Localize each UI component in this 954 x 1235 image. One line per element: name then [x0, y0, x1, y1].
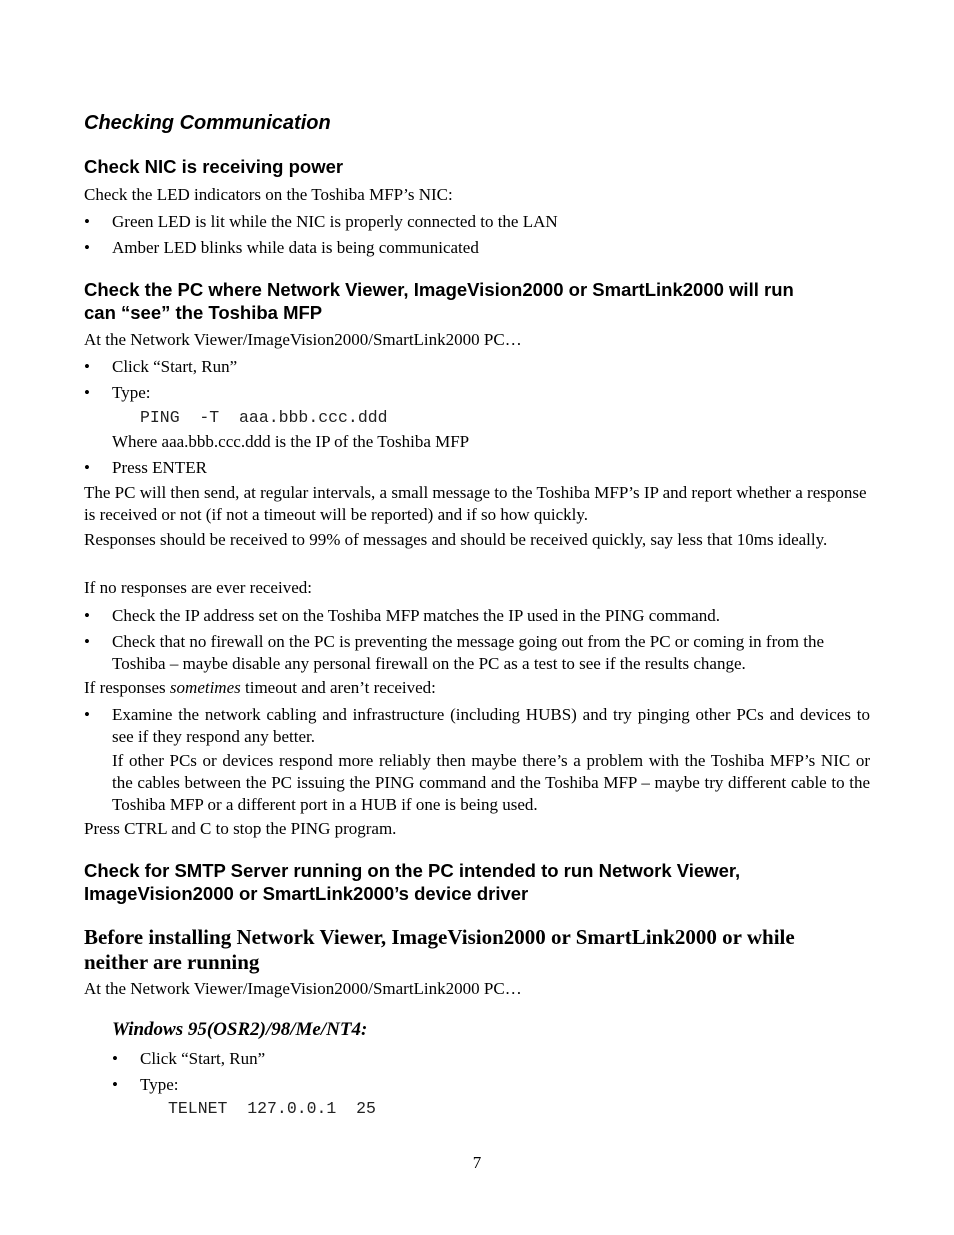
heading-smtp-line1: Check for SMTP Server running on the PC intended to run Network Viewer,	[84, 860, 741, 881]
heading-nic-power: Check NIC is receiving power	[84, 156, 344, 177]
bullet-marker: •	[84, 632, 90, 651]
bullet-check-ip: Check the IP address set on the Toshiba MFP matches the IP used in the PING command.	[112, 606, 721, 625]
bullet-press-enter: Press ENTER	[112, 458, 207, 477]
bullet-click-start-run: Click “Start, Run”	[112, 357, 238, 376]
bullet-click-start-run-2: Click “Start, Run”	[140, 1049, 266, 1068]
para-responses: Responses should be received to 99% of messages and should be received quickly, say less that 10ms ideally.	[84, 530, 828, 549]
page-number: 7	[472, 1153, 482, 1172]
bullet-type: Type:	[112, 383, 151, 402]
bullet-marker: •	[84, 705, 90, 724]
heading-before-install-line2: neither are running	[84, 950, 260, 974]
para-no-responses: If no responses are ever received:	[84, 578, 312, 597]
para-sometimes-em: sometimes	[169, 678, 241, 697]
before-install-intro: At the Network Viewer/ImageVision2000/SmartLink2000 PC…	[84, 979, 522, 998]
para-sometimes	[84, 677, 436, 699]
pc-intro: At the Network Viewer/ImageVision2000/SmartLink2000 PC…	[84, 330, 522, 349]
bullet-marker: •	[84, 238, 90, 257]
ping-where: Where aaa.bbb.ccc.ddd is the IP of the Toshiba MFP	[112, 432, 470, 451]
bullet-marker: •	[84, 383, 90, 402]
bullet-marker: •	[112, 1075, 118, 1094]
bullet-examine-cabling: Examine the network cabling and infrastructure (including HUBS) and try pinging other PCs and devices to see if they respond any better.	[112, 705, 870, 746]
para-sometimes-pre: If responses	[84, 678, 170, 697]
bullet-marker: •	[112, 1049, 118, 1068]
heading-smtp-line2: ImageVision2000 or SmartLink2000’s device driver	[84, 883, 529, 904]
heading-pc-see-line1: Check the PC where Network Viewer, ImageVision2000 or SmartLink2000 will run	[84, 279, 794, 300]
telnet-command: TELNET 127.0.0.1 25	[168, 1099, 376, 1118]
para-sometimes-post: timeout and aren’t received:	[240, 678, 436, 697]
para-ping-send: The PC will then send, at regular intervals, a small message to the Toshiba MFP’s IP and report whether a response is received or not (if not a timeout will be reported) and if so how quickly.	[84, 483, 867, 524]
ping-command: PING -T aaa.bbb.ccc.ddd	[140, 408, 388, 427]
heading-before-install-line1: Before installing Network Viewer, ImageVision2000 or SmartLink2000 or while	[84, 925, 795, 949]
nic-intro: Check the LED indicators on the Toshiba MFP’s NIC:	[84, 185, 453, 204]
section-title: Checking Communication	[84, 112, 331, 134]
bullet-marker: •	[84, 606, 90, 625]
bullet-check-firewall: Check that no firewall on the PC is preventing the message going out from the PC or coming in from the Toshiba – maybe disable any personal firewall on the PC as a test to see if the results change.	[112, 632, 824, 673]
bullet-marker: •	[84, 357, 90, 376]
heading-pc-see-line2: can “see” the Toshiba MFP	[84, 302, 323, 323]
bullet-marker: •	[84, 458, 90, 477]
examine-followup: If other PCs or devices respond more reliably then maybe there’s a problem with the Toshiba MFP’s NIC or the cables between the PC issuing the PING command and the Toshiba MFP – maybe try different cable to the Toshiba MFP or a different port in a HUB if one is being used.	[112, 751, 870, 814]
para-ctrl-c: Press CTRL and C to stop the PING program.	[84, 819, 397, 838]
bullet-marker: •	[84, 212, 90, 231]
bullet-amber-led: Amber LED blinks while data is being communicated	[112, 238, 479, 257]
bullet-type-2: Type:	[140, 1075, 179, 1094]
windows-subheading: Windows 95(OSR2)/98/Me/NT4:	[112, 1019, 368, 1040]
bullet-green-led: Green LED is lit while the NIC is properly connected to the LAN	[112, 212, 558, 231]
